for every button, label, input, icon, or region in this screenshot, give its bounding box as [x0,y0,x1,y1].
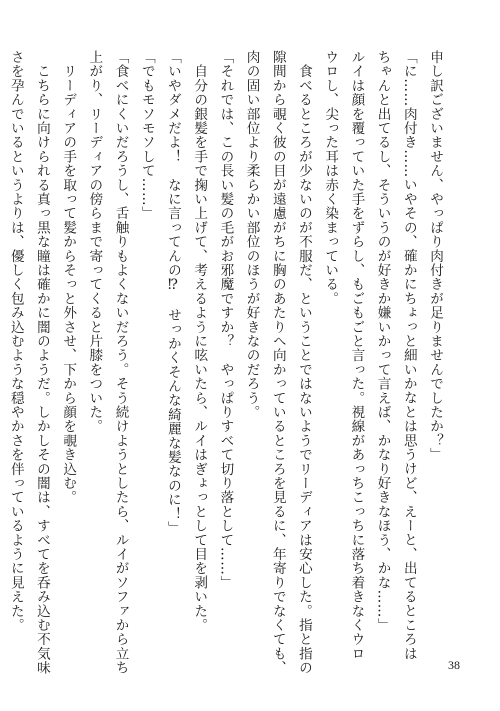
page-number: 38 [448,658,460,672]
text-line: 「それでは、この長い髪の毛がお邪魔ですか？ やっぱりすべて切り落として……」 [217,50,234,590]
text-line: こちらに向けられる真っ黒な瞳は確かに闇のようだ。しかしその闇は、すべてを呑み込む不気味 [33,50,50,675]
text-line: 申し訳ございません、やっぱり肉付きが足りませんでしたか？」 [427,50,443,462]
text-line: 食べるところが少ないのが不服だ、ということではないようでリーディアは安心した。指と指の [295,50,312,675]
text-line: 「でもモソモソして……」 [138,50,155,221]
text-line: 上がり、リーディアの傍らまで寄ってくると片膝をついた。 [86,50,103,434]
text-line: ウロし、尖った耳は赤く染まっている。 [322,50,339,306]
text-line: 「に……肉付き……いやその、確かにちょっと細いかなとは思うけど、えーと、出てるところは [400,50,417,661]
text-line: 肉の固い部位より柔らかい部位のほうが好きなのだろう。 [243,50,260,420]
text-line: ちゃんと出てるし、そういうのが好きか嫌いかって言えば、かなり好きなほう、かな……」 [374,50,391,633]
text-line: 自分の銀髪を手で掬い上げて、考えるように呟いたら、ルイはぎょっとして目を剥いた。 [191,50,208,633]
text-line: ルイは顔を覆っていた手をずらし、もごもごと言った。視線があっちこっちに落ち着きなくウロ [348,50,365,661]
text-line: 「いやダメだよ！ なに言ってんの⁉ せっかくそんな綺麗な髪なのに！」 [164,50,181,536]
text-line: 隙間から覗く彼の目が遠慮がちに胸のあたりへ向かっているところを見るに、年寄りでなくても、 [269,50,286,675]
text-line: さを孕んでいるというよりは、優しく包み込むような穏やかさを伴っているように見えた。 [7,50,24,633]
body-text [7,50,448,675]
text-line: リーディアの手を取って髪からそっと外させ、下から顔を覗き込む。 [60,50,77,505]
text-line: 「食べにくいだろうし、舌触りもよくないだろう。そう続けようとしたら、ルイがソファから立ち [112,50,129,675]
